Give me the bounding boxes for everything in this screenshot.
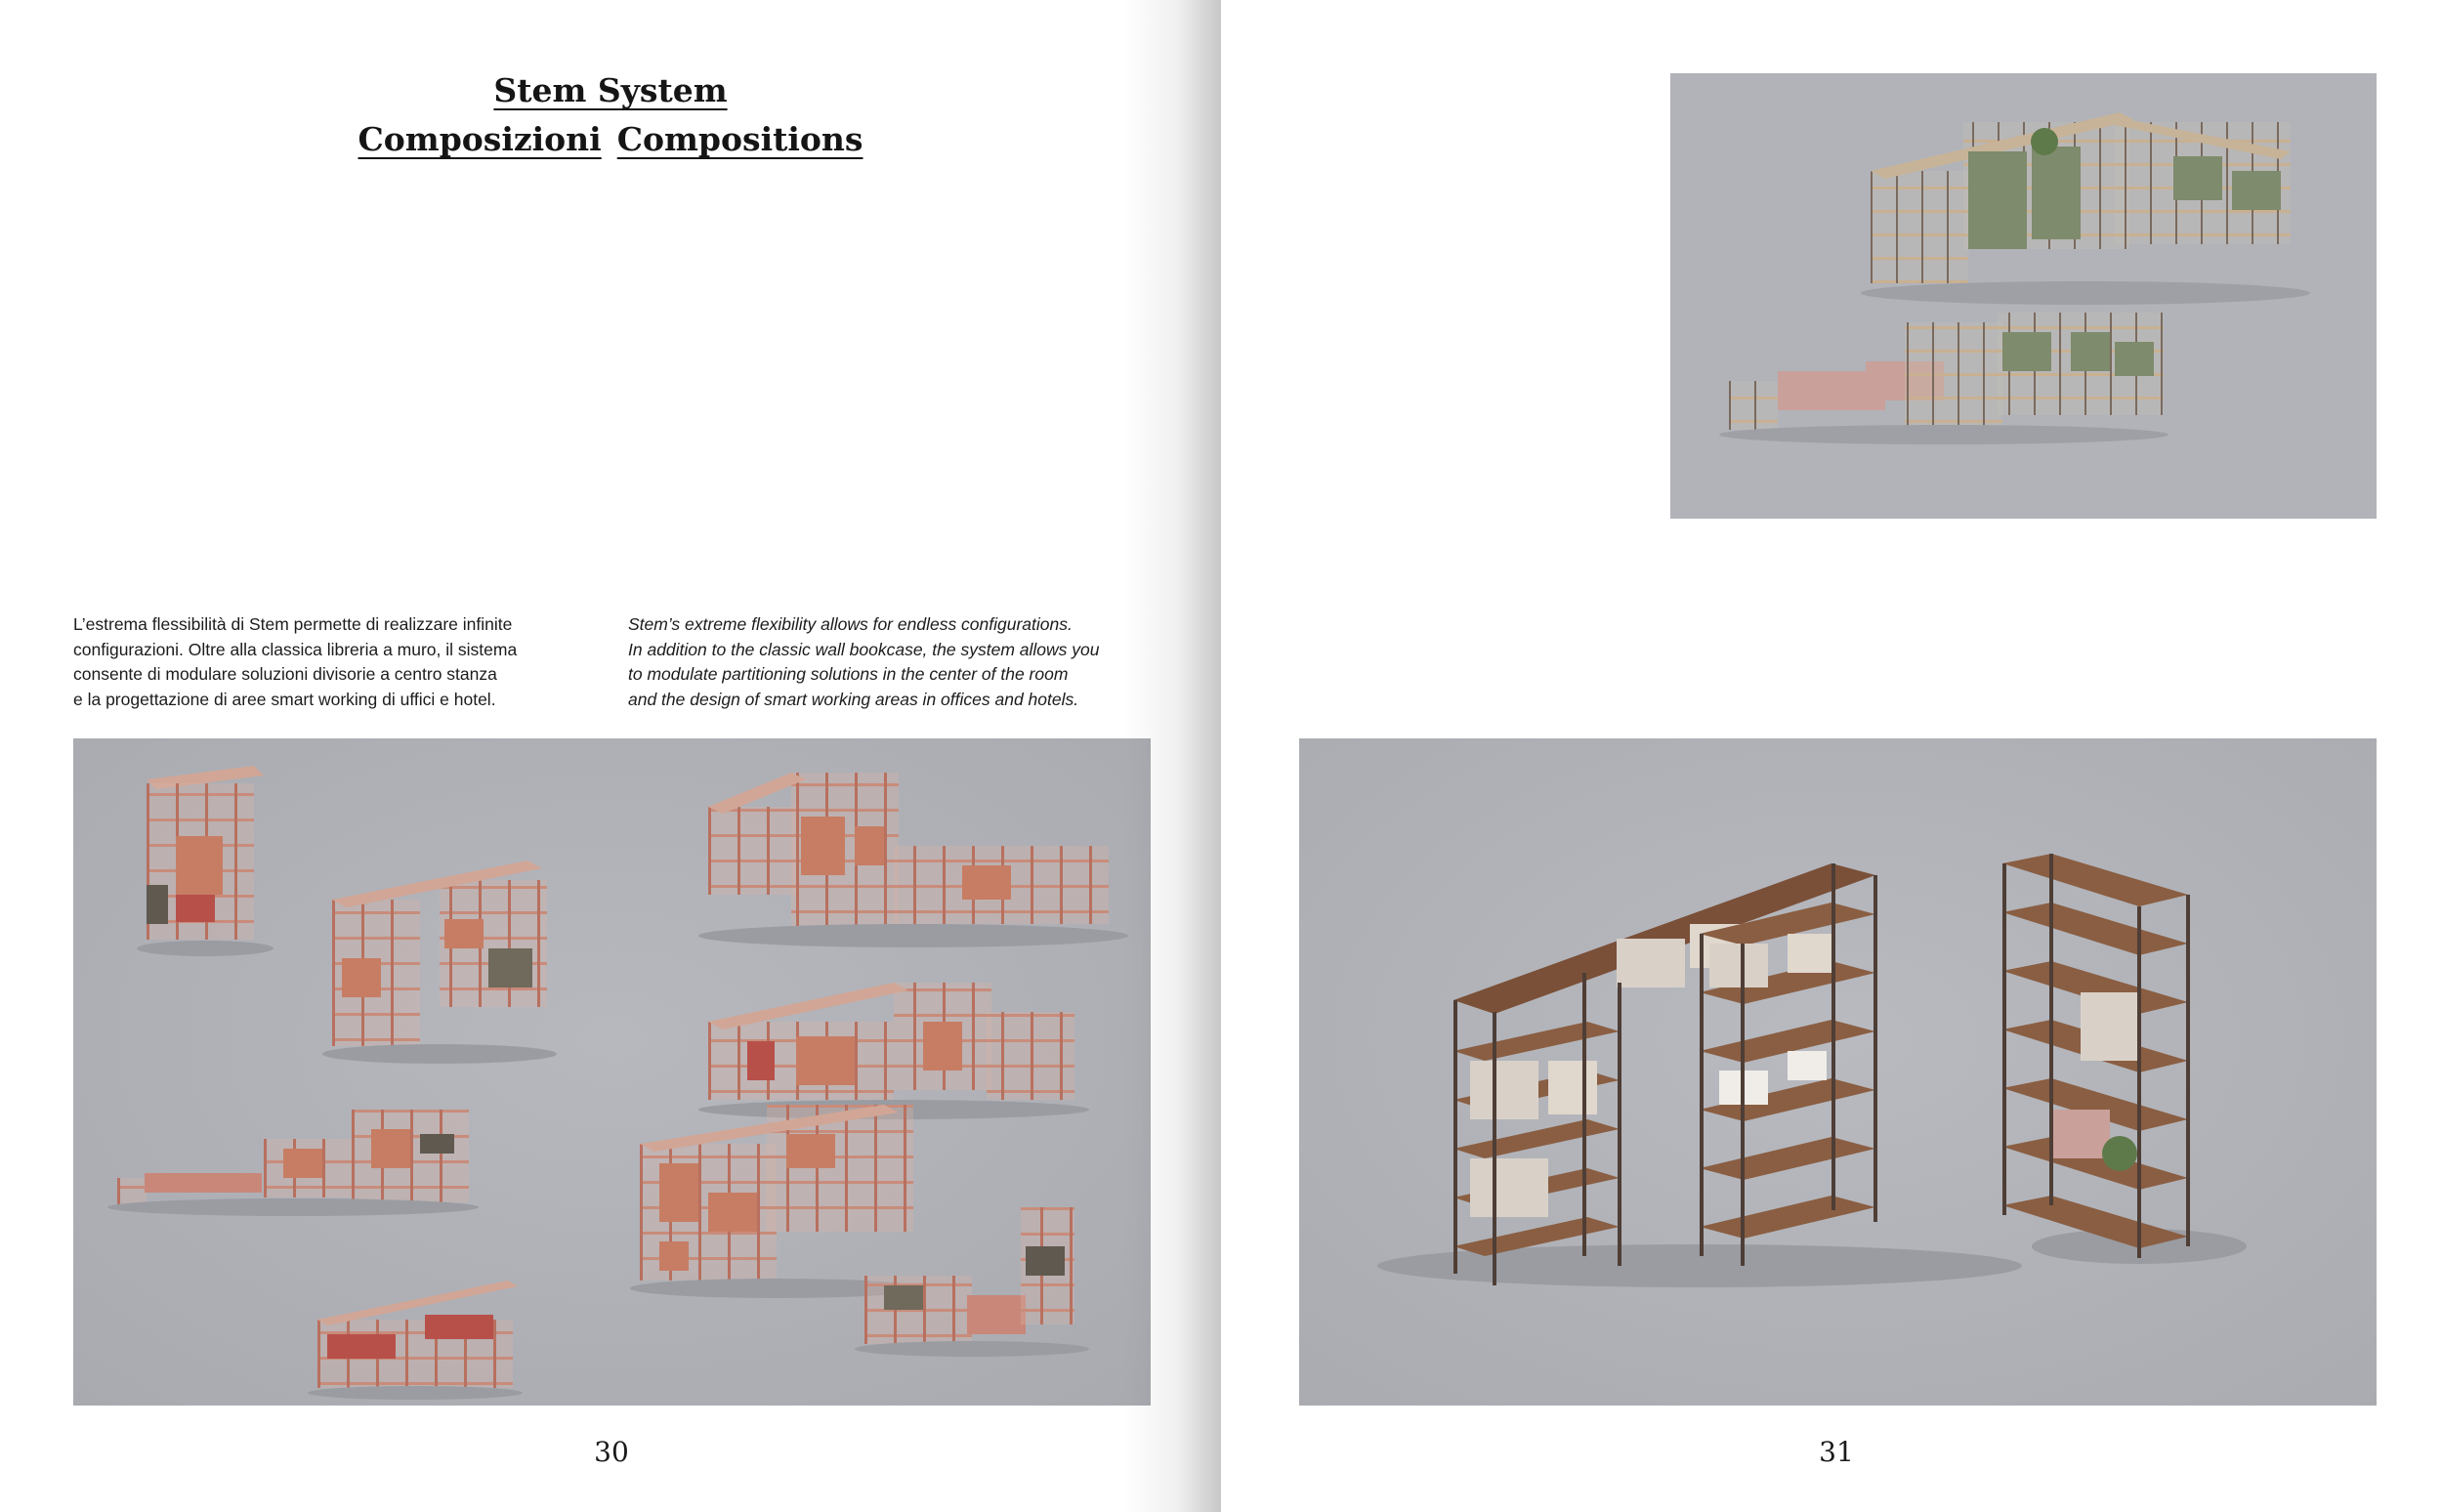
gutter-shadow — [1123, 0, 1221, 1512]
title-italian: Composizioni — [358, 120, 602, 158]
green-compositions-photo — [1670, 73, 2377, 519]
title-line-2 — [0, 115, 1221, 164]
green-compositions-illustration — [1670, 73, 2377, 519]
walnut-compositions-illustration — [1299, 738, 2377, 1406]
page-title — [0, 66, 1221, 164]
title-english: Compositions — [616, 120, 863, 158]
italian-paragraph: L’estrema flessibilità di Stem permette di realizzare infinite configurazioni. Oltre alla classica libreria a muro, il sistema consente di modulare soluzioni divisorie a centro stanza e la progettazione di aree smart working di uffici e hotel. — [73, 614, 518, 709]
right-page — [1221, 0, 2442, 1512]
walnut-compositions-photo — [1299, 738, 2377, 1406]
page-number-right: 31 — [1819, 1436, 1854, 1468]
page-number-left: 30 — [594, 1436, 629, 1468]
compositions-overview-photo — [73, 738, 1151, 1406]
composition-tall-unit — [137, 766, 274, 956]
title-line-1: Stem System — [493, 71, 728, 109]
english-paragraph: Stem’s extreme flexibility allows for endless configurations. In addition to the classic wall bookcase, the system allows you to modulate partitioning solutions in the center of the room and the design of smart working areas in offices and hotels. — [628, 614, 1100, 709]
compositions-overview-illustration — [73, 738, 1151, 1406]
